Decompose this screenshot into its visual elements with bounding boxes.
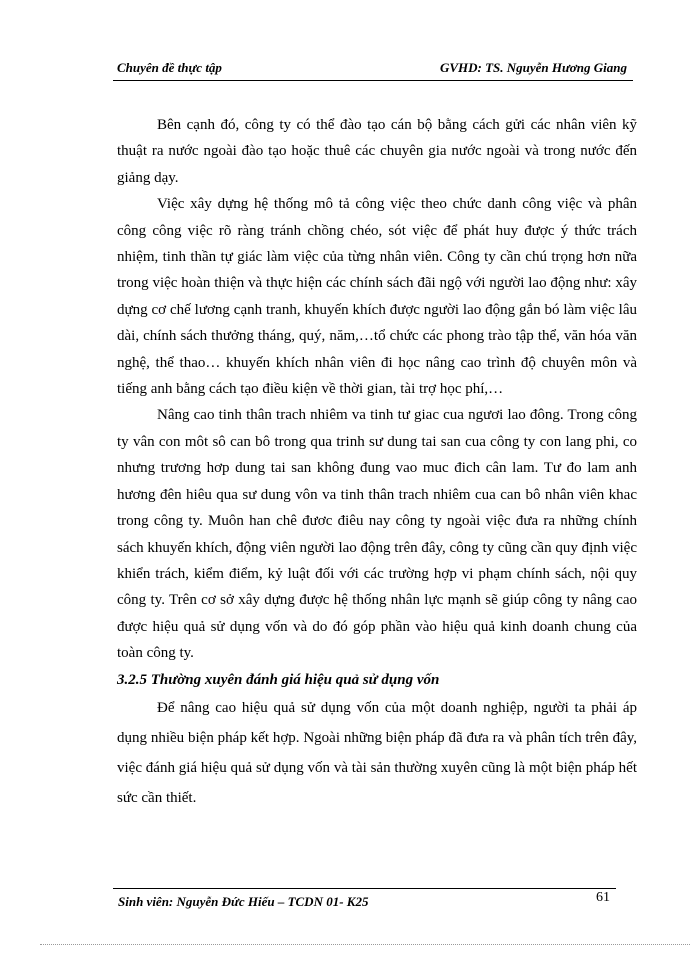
footer-divider [113, 888, 616, 889]
header-title: Chuyên đề thực tập [117, 60, 222, 75]
footer-student: Sinh viên: Nguyễn Đức Hiếu – TCDN 01- K25 [118, 894, 369, 909]
header-supervisor: GVHD: TS. Nguyễn Hương Giang [439, 60, 627, 75]
paragraph-evaluation: Để nâng cao hiệu quả sử dụng vốn của một doanh nghiệp, người ta phải áp dụng nhiều biện pháp kết hợp. Ngoài những biện pháp đã đưa ra và phân tích trên đây, việc đánh giá hiệu quả sử dụng vốn và tài sản thường xuyên cũng là một biện pháp hết sức cần thiết. [117, 699, 637, 806]
section-heading: 3.2.5 Thường xuyên đánh giá hiệu quả sử dụng vốn [117, 671, 440, 688]
page-number: 61 [596, 890, 610, 905]
page-body [117, 112, 637, 813]
page-header [113, 58, 633, 81]
paragraph-responsibility: Nâng cao tinh thân trach nhiêm va tinh tư giac cua ngươi lao đông. Trong công ty vân con môt sô can bô trong qua trinh sư dung tai san cua công ty con lang phi, co nhưng trương hơp dung tai san không đung vao muc đich cân lam. Tư đo lam anh hương đên hiêu qua sư dung vôn va tinh thân trach nhiêm cua can bô nhân viên khac trong công ty. Muôn han chê đươc điêu nay công ty ngoài việc đưa ra những chính sách khuyến khích, động viên người lao động trên đây, công ty cũng cần quy định việc khiển trách, kiểm điểm, kỷ luật đối với các trường hợp vi phạm chính sách, nội quy công ty. Trên cơ sở xây dựng được hệ thống nhân lực mạnh sẽ giúp công ty nâng cao được hiệu quả sử dụng vốn và do đó góp phần vào hiệu quả kinh doanh chung của toàn công ty. [117, 407, 637, 662]
paragraph-job-description: Việc xây dựng hệ thống mô tả công việc theo chức danh công việc và phân công công việc rõ ràng tránh chồng chéo, sót việc để phát huy được ý thức trách nhiệm, tinh thần tự giác làm việc của từng nhân viên. Công ty cần chú trọng hơn nữa trong việc hoàn thiện và thực hiện các chính sách đãi ngộ với người lao động như: xây dựng cơ chế lương cạnh tranh, khuyến khích được người lao động gắn bó làm việc lâu dài, chính sách thưởng tháng, quý, năm,…tổ chức các phong trào tập thể, văn hóa văn nghệ, thể thao… khuyến khích nhân viên đi học nâng cao trình độ chuyên môn và tiếng anh bằng cách tạo điều kiện về thời gian, tài trợ học phí,… [117, 196, 637, 398]
paragraph-training: Bên cạnh đó, công ty có thể đào tạo cán bộ bằng cách gửi các nhân viên kỹ thuật ra nước ngoài đào tạo hoặc thuê các chuyên gia nước ngoài và trong nước đến giảng dạy. [117, 117, 637, 186]
page-bottom-border [40, 944, 690, 945]
